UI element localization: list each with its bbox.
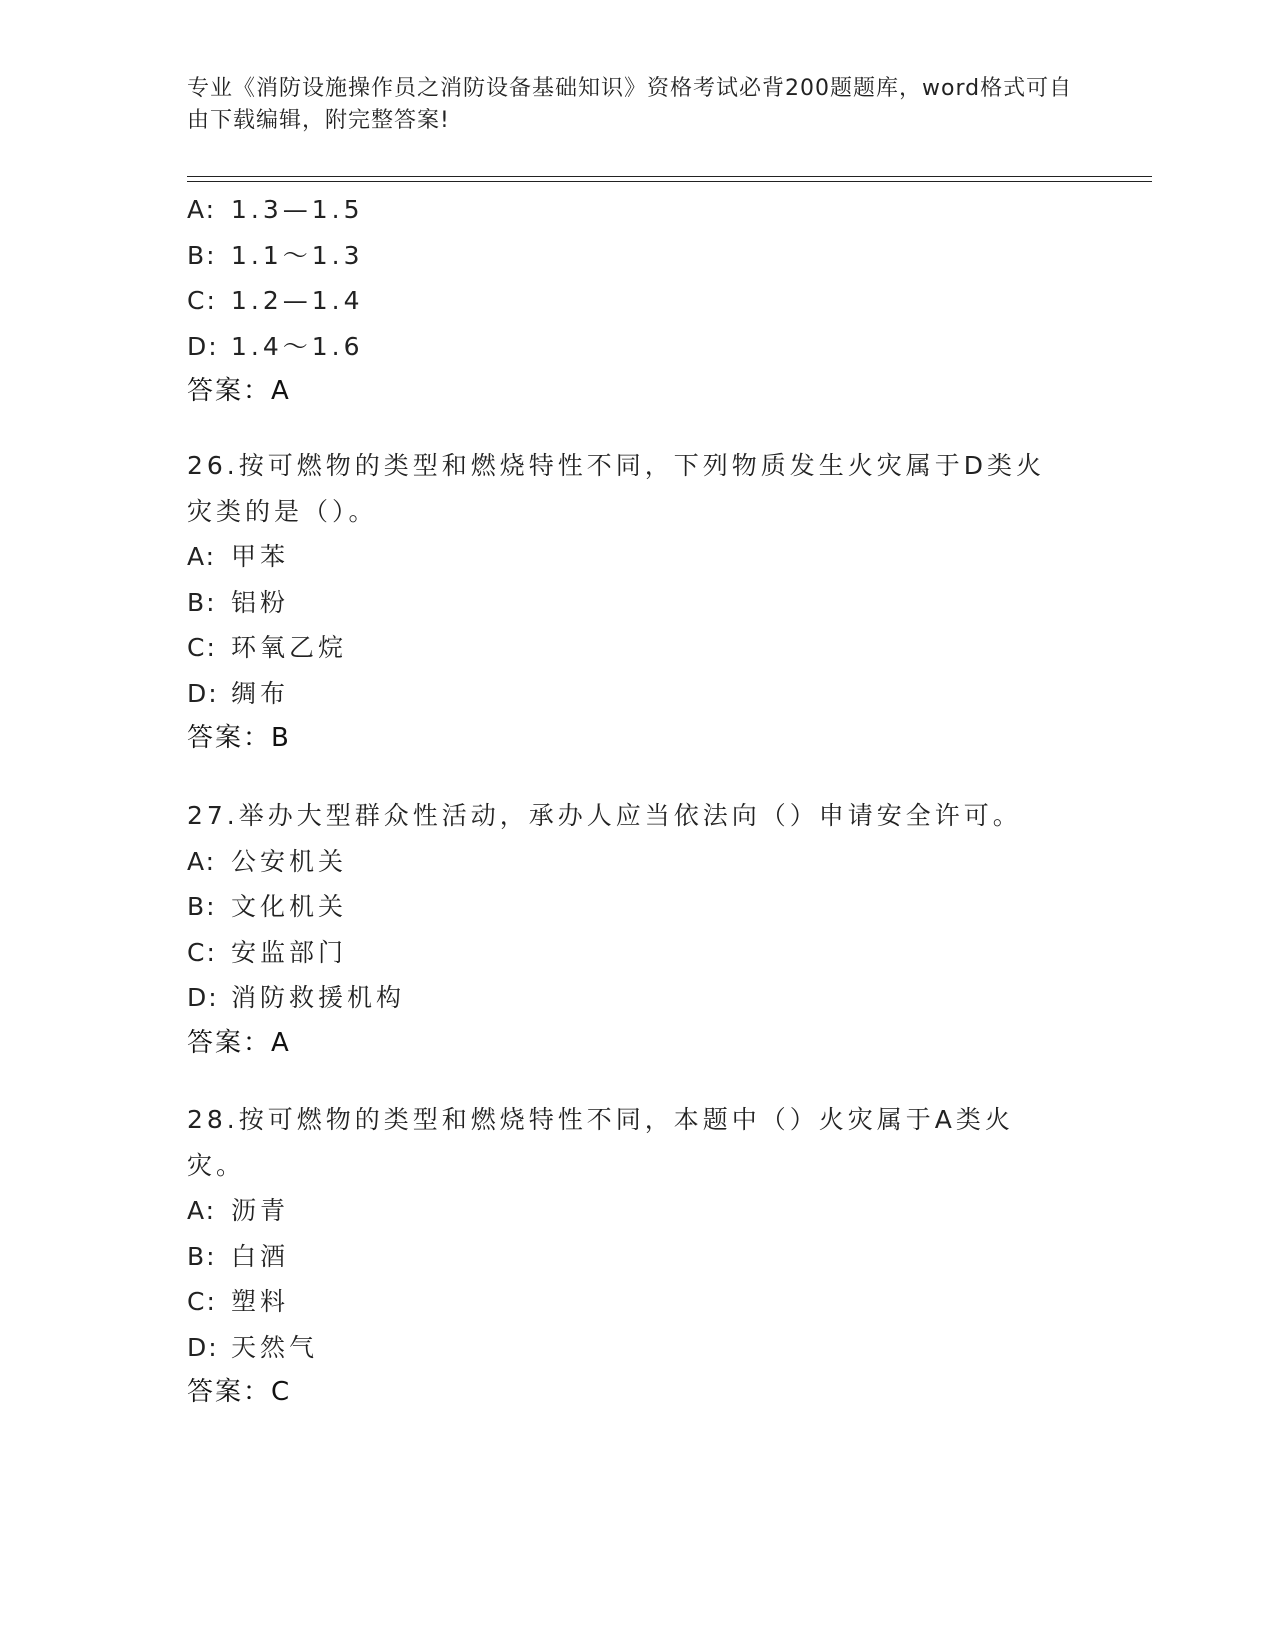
option-key: A: bbox=[187, 195, 217, 224]
option-text: 天然气 bbox=[231, 1332, 319, 1362]
question-text: 28.按可燃物的类型和燃烧特性不同，本题中（）火灾属于A类火灾。 bbox=[187, 1105, 1014, 1180]
option-text: 1.4～1.6 bbox=[231, 331, 364, 361]
answer-line: 答案：C bbox=[187, 1377, 292, 1407]
question-text: 27.举办大型群众性活动，承办人应当依法向（）申请安全许可。 bbox=[187, 801, 1022, 830]
option-key: C: bbox=[187, 633, 217, 662]
option-key: A: bbox=[187, 1196, 217, 1225]
question-28 bbox=[187, 1097, 1087, 1416]
option-a bbox=[187, 1188, 1087, 1234]
answer-line: 答案：A bbox=[187, 1027, 291, 1058]
option-d bbox=[187, 324, 1087, 370]
option-text: 1.3—1.5 bbox=[231, 195, 364, 224]
option-b bbox=[187, 580, 1087, 626]
option-text: 公安机关 bbox=[231, 846, 348, 876]
option-text: 沥青 bbox=[231, 1196, 290, 1225]
option-b bbox=[187, 1234, 1087, 1280]
answer-line: 答案：B bbox=[187, 723, 291, 753]
header-rule-top bbox=[187, 176, 1152, 177]
option-key: B: bbox=[187, 587, 217, 617]
option-text: 绸布 bbox=[231, 678, 290, 708]
document-header: 专业《消防设施操作员之消防设备基础知识》资格考试必背200题题库，word格式可自由下载编辑，附完整答案! bbox=[187, 76, 1073, 133]
option-key: C: bbox=[187, 286, 217, 315]
option-d bbox=[187, 975, 1087, 1021]
option-text: 安监部门 bbox=[231, 937, 348, 967]
option-text: 塑料 bbox=[231, 1287, 290, 1316]
option-c bbox=[187, 930, 1087, 976]
option-a bbox=[187, 534, 1087, 580]
option-a bbox=[187, 187, 1087, 233]
option-c bbox=[187, 278, 1087, 324]
question-27 bbox=[187, 793, 1087, 1066]
option-key: C: bbox=[187, 937, 217, 967]
answer-line: 答案：A bbox=[187, 376, 291, 406]
option-text: 1.2—1.4 bbox=[231, 286, 364, 315]
option-key: A: bbox=[187, 542, 217, 571]
option-key: D: bbox=[187, 983, 219, 1012]
option-text: 消防救援机构 bbox=[231, 983, 406, 1012]
option-key: B: bbox=[187, 240, 217, 270]
option-text: 白酒 bbox=[231, 1241, 290, 1271]
option-text: 文化机关 bbox=[231, 892, 348, 921]
option-key: D: bbox=[187, 1332, 219, 1362]
prev-question-block bbox=[187, 187, 1087, 415]
option-text: 甲苯 bbox=[231, 542, 290, 571]
option-b bbox=[187, 233, 1087, 279]
option-key: D: bbox=[187, 678, 219, 708]
option-key: A: bbox=[187, 846, 217, 876]
option-key: D: bbox=[187, 331, 219, 361]
header-rule-bottom bbox=[187, 181, 1152, 182]
option-c bbox=[187, 1279, 1087, 1325]
option-text: 环氧乙烷 bbox=[231, 633, 348, 662]
option-b bbox=[187, 884, 1087, 930]
option-d bbox=[187, 671, 1087, 717]
question-26 bbox=[187, 443, 1087, 762]
option-key: B: bbox=[187, 892, 217, 921]
option-text: 铝粉 bbox=[231, 587, 290, 617]
option-key: B: bbox=[187, 1241, 217, 1271]
option-d bbox=[187, 1325, 1087, 1371]
option-text: 1.1～1.3 bbox=[231, 240, 364, 270]
option-key: C: bbox=[187, 1287, 217, 1316]
option-c bbox=[187, 625, 1087, 671]
option-a bbox=[187, 839, 1087, 885]
question-text: 26.按可燃物的类型和燃烧特性不同，下列物质发生火灾属于D类火灾类的是（）。 bbox=[187, 451, 1046, 526]
